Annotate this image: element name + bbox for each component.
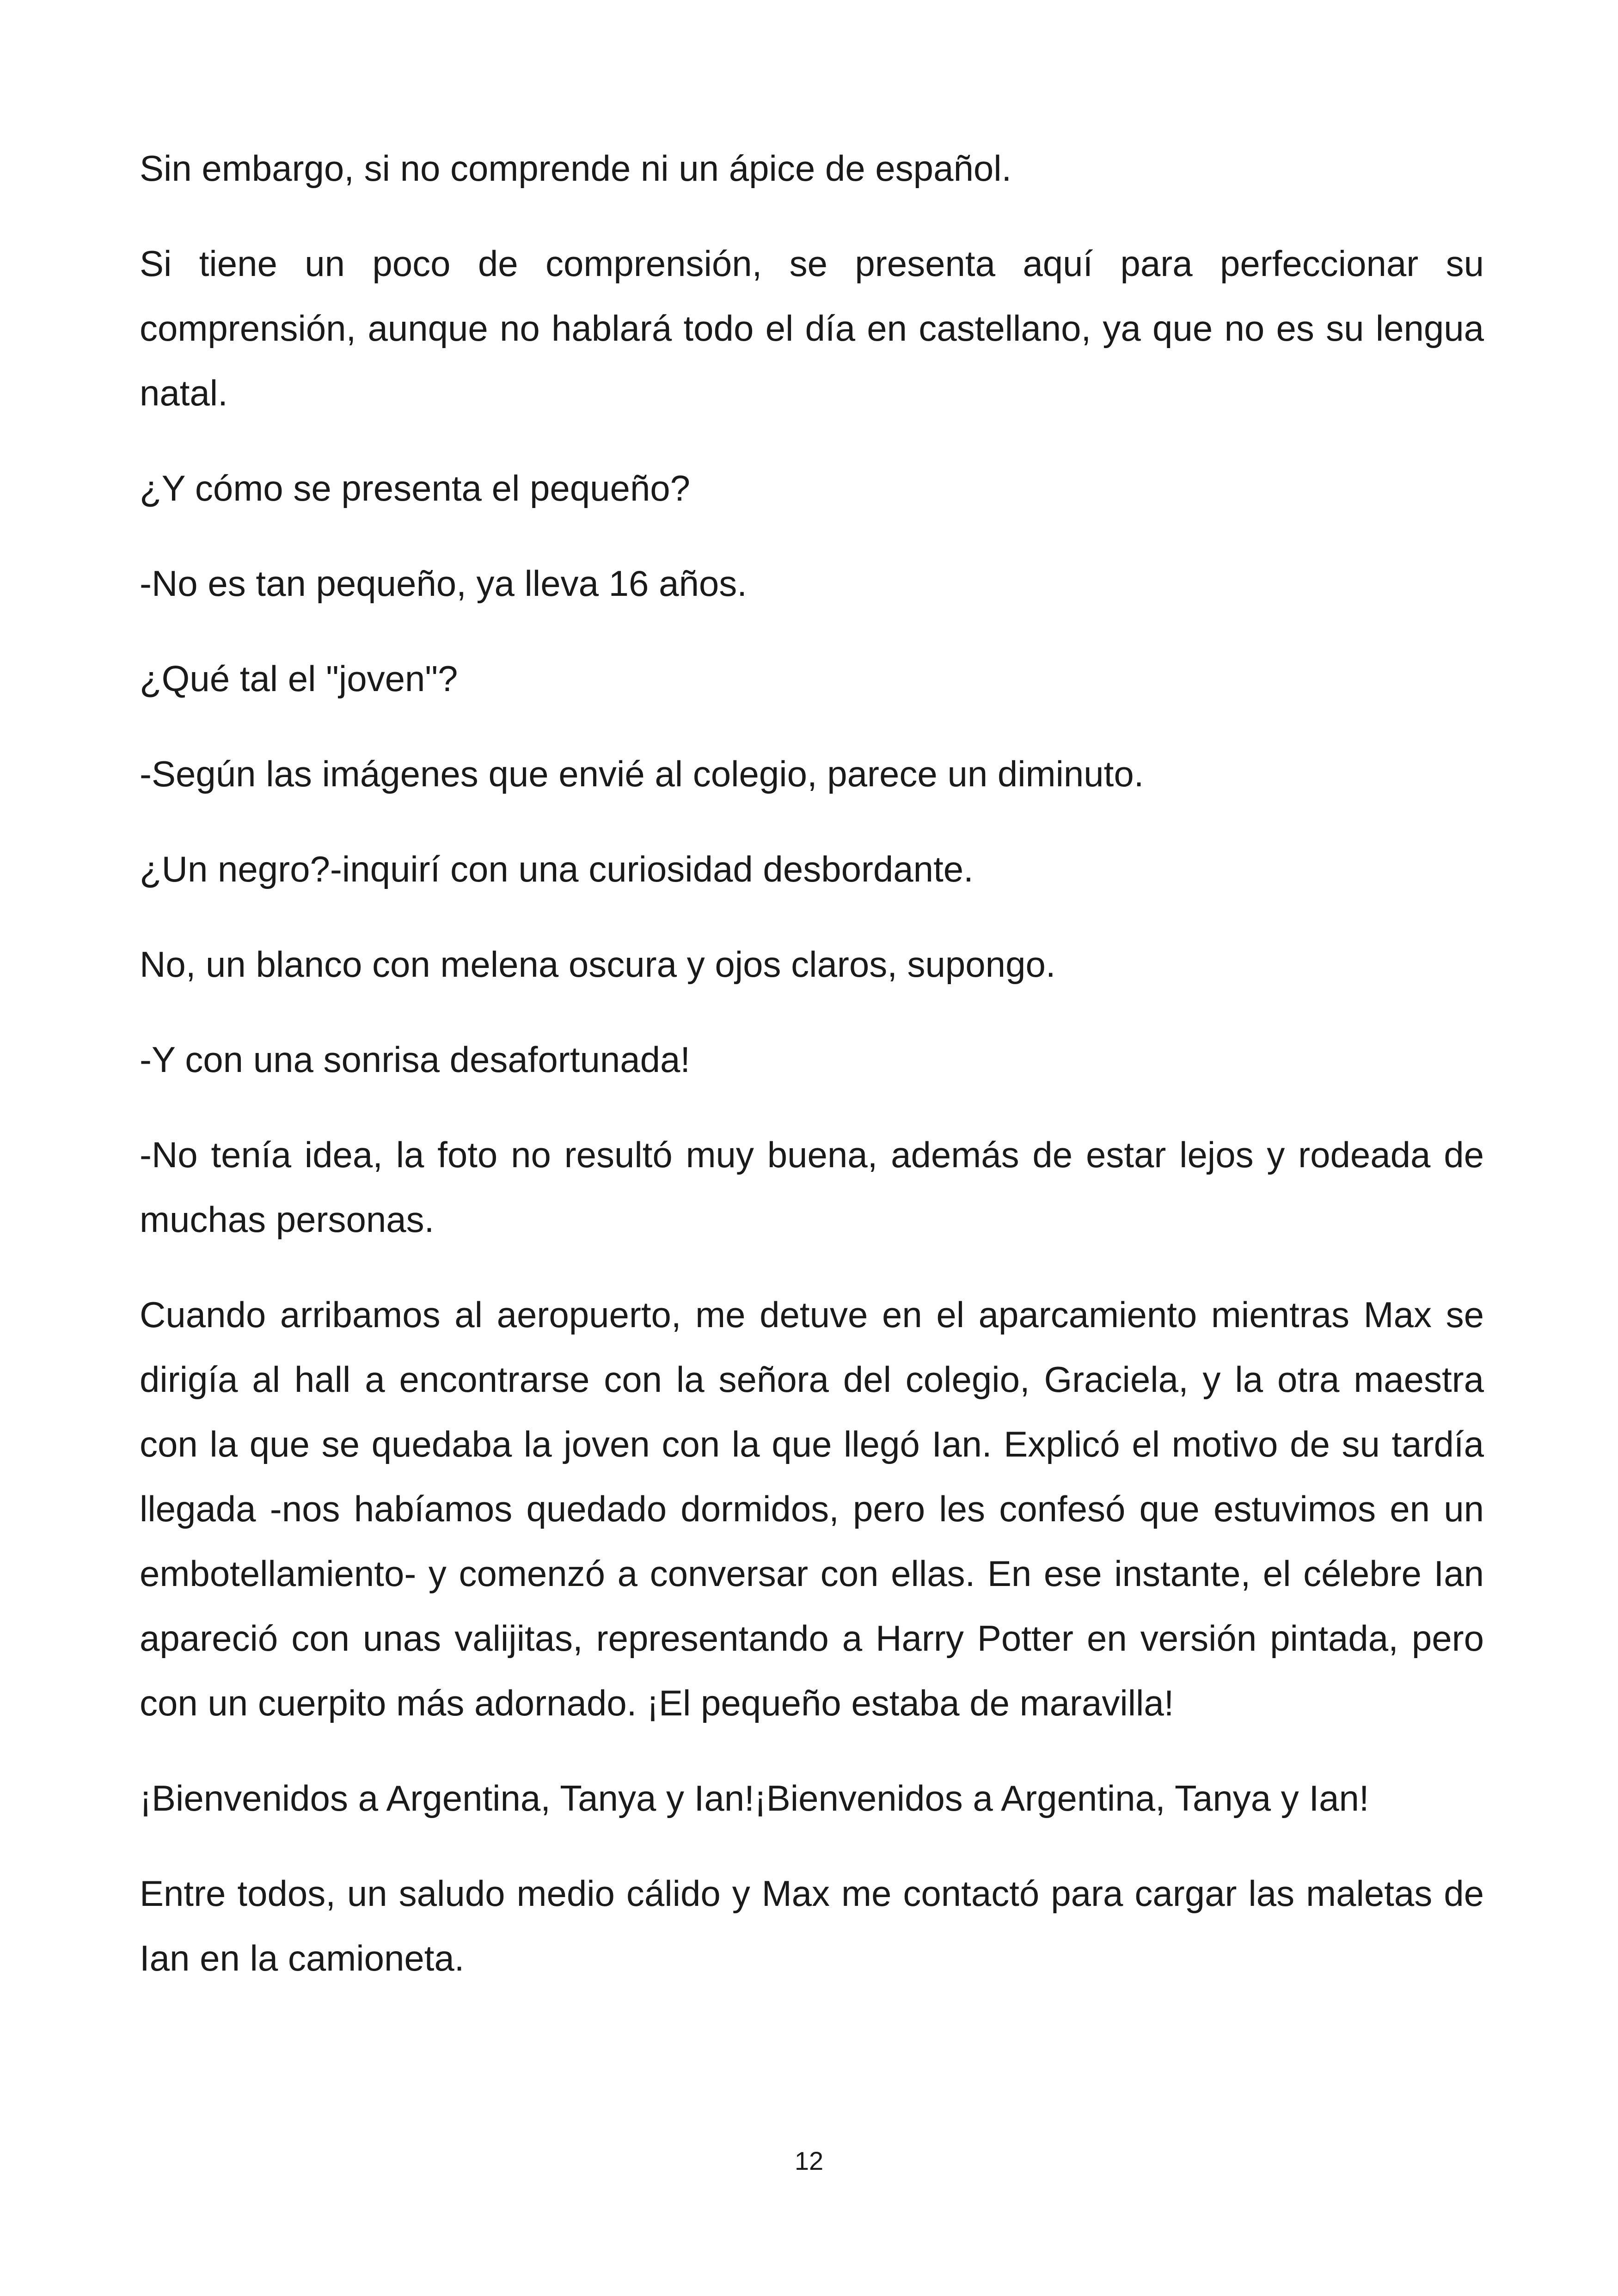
paragraph-7: ¿Un negro?-inquirí con una curiosidad desbordante.: [140, 849, 974, 889]
paragraph-3: ¿Y cómo se presenta el pequeño?: [140, 468, 691, 508]
paragraph-8: No, un blanco con melena oscura y ojos claros, supongo.: [140, 944, 1056, 985]
paragraph-12: ¡Bienvenidos a Argentina, Tanya y Ian!¡Bienvenidos a Argentina, Tanya y Ian!: [140, 1778, 1369, 1818]
page-number: 12: [794, 2146, 824, 2175]
paragraph-6: -Según las imágenes que envié al colegio, parece un diminuto.: [140, 753, 1144, 794]
paragraph-10: -No tenía idea, la foto no resultó muy buena, además de estar lejos y rodeada de muchas personas.: [140, 1134, 1484, 1240]
paragraph-13: Entre todos, un saludo medio cálido y Max me contactó para cargar las maletas de Ian en la camioneta.: [140, 1873, 1484, 1978]
paragraph-5: ¿Qué tal el "joven"?: [140, 658, 458, 699]
paragraph-1: Sin embargo, si no comprende ni un ápice de español.: [140, 148, 1012, 189]
paragraph-2: Si tiene un poco de comprensión, se presenta aquí para perfeccionar su comprensión, aunque no hablará todo el día en castellano, ya que no es su lengua natal.: [140, 243, 1484, 413]
paragraph-9: -Y con una sonrisa desafortunada!: [140, 1039, 691, 1080]
paragraph-4: -No es tan pequeño, ya lleva 16 años.: [140, 563, 747, 604]
paragraph-11: Cuando arribamos al aeropuerto, me detuve en el aparcamiento mientras Max se dirigía al hall a encontrarse con la señora del colegio, Graciela, y la otra maestra con la que se quedaba la joven con la que llegó Ian. Explicó el motivo de su tardía llegada -nos habíamos quedado dormidos, pero les confesó que estuvimos en un embotellamiento- y comenzó a conversar con ellas. En ese instante, el célebre Ian apareció con unas valijitas, representando a Harry Potter en versión pintada, pero con un cuerpito más adornado. ¡El pequeño estaba de maravilla!: [140, 1294, 1484, 1723]
body-text: [140, 136, 1484, 2021]
